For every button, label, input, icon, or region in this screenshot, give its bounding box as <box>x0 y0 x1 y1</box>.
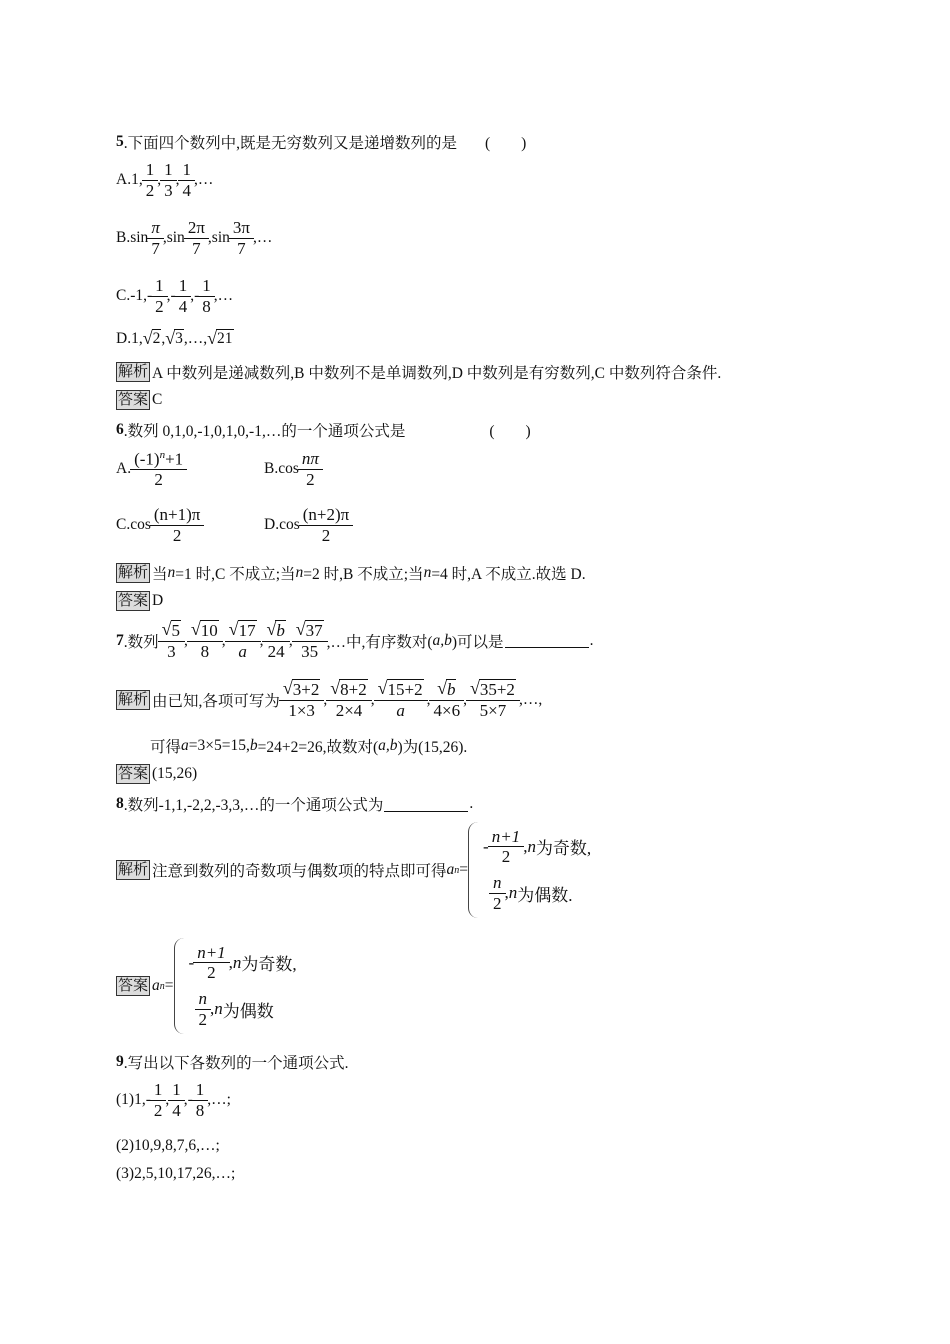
q9-part-3 <box>116 1165 235 1183</box>
q6-answer <box>116 591 163 611</box>
var-a: a <box>181 737 189 754</box>
var-ab: a,b <box>432 631 452 649</box>
equals: = <box>459 861 469 878</box>
analysis-text: )为(15,26). <box>397 739 468 756</box>
q8-number: 8 <box>116 795 124 812</box>
sep: ,- <box>166 287 176 305</box>
frac: $\frac{(n+2)\pi}{2}$ <box>301 505 352 545</box>
analysis-tag: 解析 <box>118 691 149 708</box>
frac: $\frac{\pi}{7}$ <box>149 218 162 258</box>
frac: $\frac{1}{2}$ <box>153 276 166 316</box>
q5-option-b <box>116 218 272 258</box>
frac: √ 8+2 2×4 <box>328 679 369 720</box>
subscript-n: n <box>454 864 460 876</box>
sqrt: √ 21 <box>207 328 233 348</box>
q6-option-a <box>116 449 186 490</box>
q9-part-1 <box>116 1080 231 1120</box>
frac: √ 35+2 5×7 <box>468 679 518 720</box>
q5-option-d: D.1, √ 2 , √ 3 ,…, √ 21 <box>116 328 233 348</box>
answer-blank <box>384 797 468 812</box>
part-prefix: (1)1,- <box>116 1091 151 1109</box>
var-a: a <box>446 861 455 878</box>
piecewise: - $\frac{n+1}{2}$ , n 为奇数, $\frac{n}{2}$ , n 为偶数. <box>468 822 591 918</box>
answer-tag: 答案 <box>118 978 149 994</box>
q6-option-d <box>264 505 352 545</box>
var-b: b <box>249 737 258 754</box>
frac: $\frac{(n+1)\pi}{2}$ <box>152 505 203 545</box>
answer-tag: 答案 <box>118 593 149 609</box>
q8-answer <box>116 938 297 1034</box>
frac: $\frac{(-1)^n+1}{2}$ <box>132 449 185 490</box>
q6-analysis <box>116 562 586 584</box>
analysis-text: A 中数列是递减数列,B 中数列不是单调数列,D 中数列是有穷数列,C 中数列符合条件. <box>152 365 722 382</box>
option-tail: ,… <box>193 171 214 189</box>
q6-text: .数列 0,1,0,-1,0,1,0,-1,…的一个通项公式是 <box>123 423 406 440</box>
var-n: n <box>423 564 432 581</box>
frac: $\frac{3\pi}{7}$ <box>231 218 252 258</box>
option-d-prefix: D.cos <box>264 516 300 534</box>
analysis-text: 由已知,各项可写为 <box>152 692 280 710</box>
q6-stem <box>116 419 531 441</box>
q6-number: 6 <box>116 421 124 438</box>
q5-option-c <box>116 276 233 316</box>
frac: $\frac{1}{3}$ <box>162 160 175 200</box>
frac: √ b 24 <box>264 620 287 661</box>
analysis-tag: 解析 <box>118 364 149 380</box>
analysis-text: =1 时,C 不成立;当 <box>175 566 296 583</box>
part-text: (2)10,9,8,7,6,…; <box>116 1137 220 1154</box>
q7-text: )可以是 <box>451 633 504 651</box>
analysis-text: 注意到数列的奇数项与偶数项的特点即可得 <box>152 863 447 880</box>
frac: $\frac{1}{8}$ <box>200 276 213 316</box>
option-c-prefix: C.-1,- <box>116 287 153 305</box>
q5-text: .下面四个数列中,既是无穷数列又是递增数列的是 <box>123 135 458 152</box>
var-ab: a,b <box>378 737 398 754</box>
frac: $\frac{1}{2}$ <box>152 1080 165 1120</box>
q5-option-a: A.1, $\frac{1}{2}$ , $\frac{1}{3}$ , $\frac{1}{4}$ ,… <box>116 160 214 200</box>
q8-stem <box>116 793 473 815</box>
q9-text: .写出以下各数列的一个通项公式. <box>123 1055 349 1072</box>
frac: $\frac{1}{4}$ <box>180 160 193 200</box>
part-text: (3)2,5,10,17,26,…; <box>116 1165 236 1182</box>
answer-text: D <box>152 592 164 609</box>
analysis-text: ,…, <box>518 690 543 708</box>
q5-analysis <box>116 361 721 383</box>
analysis-text: =2 时,B 不成立;当 <box>303 566 424 583</box>
sep: , <box>165 1091 170 1109</box>
frac: √ 5 3 <box>160 620 183 661</box>
q7-text: ,…中,有序数对( <box>326 633 433 651</box>
q8-end: . <box>469 795 474 812</box>
q8-analysis <box>116 822 591 918</box>
option-a-prefix: A. <box>116 460 132 478</box>
var-n: n <box>167 564 176 581</box>
option-c-prefix: C.cos <box>116 516 151 534</box>
analysis-text: =3×5=15, <box>188 737 250 754</box>
equals: = <box>164 977 174 994</box>
q7-end: . <box>589 631 594 649</box>
subscript-n: n <box>159 980 165 992</box>
brace-icon <box>174 938 185 1034</box>
q7-analysis-line2 <box>150 735 467 757</box>
q7-stem: 7 .数列 √ 5 3 , √ 10 8 , √ 17 a , √ b 24 , √ 37 35 ,…中,有序数对( a,b )可以是 . <box>116 619 594 661</box>
q6-paren: ( ) <box>489 423 531 440</box>
q7-answer <box>116 764 197 784</box>
sqrt: √ 2 <box>142 328 161 348</box>
answer-tag: 答案 <box>118 392 149 408</box>
q5-stem <box>116 131 526 153</box>
q7-number: 7 <box>116 631 124 649</box>
frac: $\frac{2\pi}{7}$ <box>186 218 207 258</box>
q9-part-2 <box>116 1137 220 1155</box>
q5-paren: ( ) <box>485 135 527 152</box>
q7-text: .数列 <box>123 633 159 651</box>
option-d-prefix: D.1, <box>116 329 143 347</box>
q5-number: 5 <box>116 133 124 150</box>
frac: $\frac{1}{4}$ <box>177 276 190 316</box>
answer-tag: 答案 <box>118 766 149 782</box>
q8-text: .数列-1,1,-2,2,-3,3,…的一个通项公式为 <box>123 797 384 814</box>
sep: ,- <box>183 1091 193 1109</box>
answer-text: (15,26) <box>152 765 198 782</box>
option-tail: ,… <box>213 287 234 305</box>
q6-option-b <box>264 449 322 489</box>
option-b-prefix: B.sin <box>116 229 149 247</box>
sep: ,sin <box>162 229 185 247</box>
sep: ,- <box>190 287 200 305</box>
q6-option-c <box>116 505 203 545</box>
option-a-prefix: A.1, <box>116 171 143 189</box>
frac: √ 17 a <box>227 620 259 661</box>
analysis-text: 当 <box>152 566 168 583</box>
answer-blank <box>505 633 589 648</box>
frac: √ 10 8 <box>189 620 221 661</box>
sep: ,…, <box>183 329 208 347</box>
sep: ,sin <box>207 229 230 247</box>
q5-answer <box>116 390 162 410</box>
brace-icon <box>468 822 479 918</box>
sqrt: √ 3 <box>165 328 183 348</box>
frac: $\frac{1}{4}$ <box>170 1080 183 1120</box>
frac: √ b 4×6 <box>431 679 462 720</box>
piecewise: - $\frac{n+1}{2}$ , n 为奇数, $\frac{n}{2}$ , n 为偶数 <box>174 938 297 1034</box>
analysis-tag: 解析 <box>118 862 149 878</box>
frac: √ 15+2 a <box>376 679 426 720</box>
var-a: a <box>152 977 160 994</box>
option-tail: ,… <box>252 229 273 247</box>
q7-analysis: 解析 由已知,各项可写为 √ 3+2 1×3 , √ 8+2 2×4 , √ 15+2 a , √ b 4×6 , √ 35+2 5×7 ,…, <box>118 678 543 720</box>
var-n: n <box>295 564 304 581</box>
analysis-text: =4 时,A 不成立.故选 D. <box>431 566 586 583</box>
frac: √ 3+2 1×3 <box>281 679 322 720</box>
q9-number: 9 <box>116 1053 124 1070</box>
part-tail: ,…; <box>207 1091 231 1109</box>
option-b-prefix: B.cos <box>264 460 299 478</box>
frac: $\frac{1}{2}$ <box>144 160 157 200</box>
answer-text: C <box>152 391 163 408</box>
frac: $\frac{1}{8}$ <box>194 1080 207 1120</box>
q9-stem <box>116 1051 349 1073</box>
frac: √ 37 35 <box>294 620 326 661</box>
analysis-text: 可得 <box>150 739 182 756</box>
frac: $\frac{n\pi}{2}$ <box>300 449 321 489</box>
analysis-tag: 解析 <box>118 565 149 581</box>
analysis-text: =24+2=26,故数对( <box>257 739 379 756</box>
